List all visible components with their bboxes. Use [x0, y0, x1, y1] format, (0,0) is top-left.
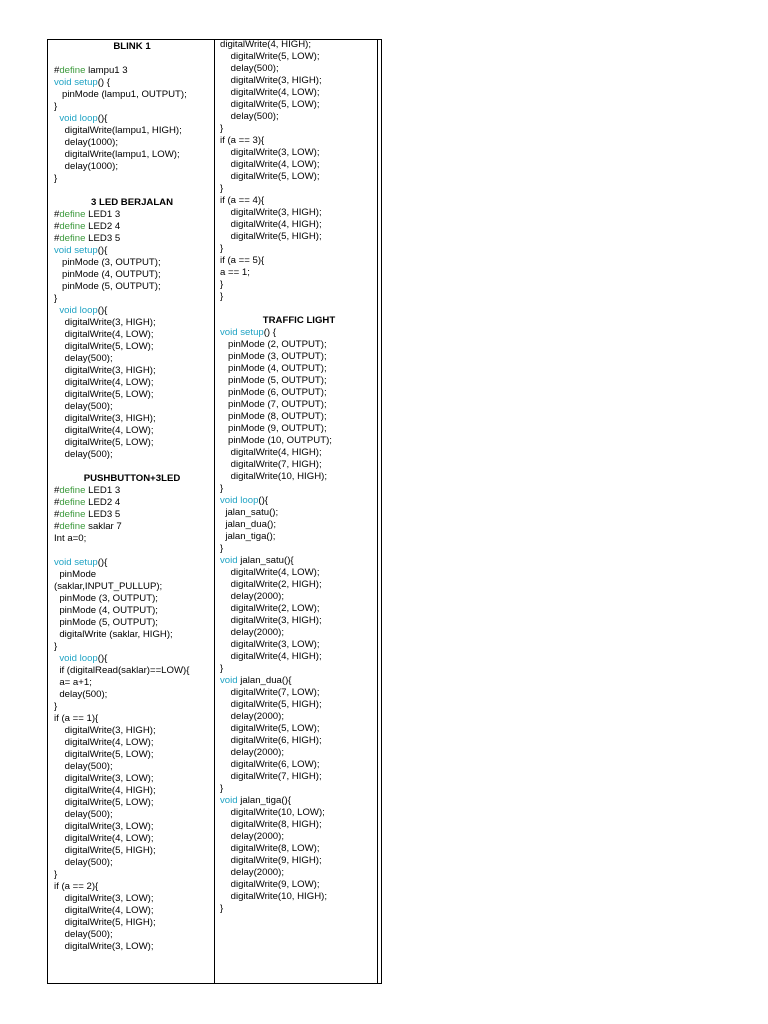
code-line: delay(1000);: [54, 137, 118, 148]
code-line: delay(2000);: [220, 591, 284, 602]
code-line: pinMode (7, OUTPUT);: [220, 399, 327, 410]
code-line: digitalWrite(5, HIGH);: [54, 917, 156, 928]
code-line: }: [220, 783, 224, 794]
code-line: digitalWrite(9, LOW);: [220, 879, 320, 890]
code-line: if (a == 4){: [220, 195, 265, 206]
code-line: pinMode (6, OUTPUT);: [220, 387, 327, 398]
code-line: digitalWrite(3, HIGH);: [220, 75, 322, 86]
code-line: pinMode (4, OUTPUT);: [54, 269, 161, 280]
code-line: delay(500);: [54, 761, 113, 772]
code-line: delay(500);: [54, 857, 113, 868]
code-line: digitalWrite(4, LOW);: [220, 159, 320, 170]
code-line: void setup(){: [54, 557, 108, 568]
code-line: [54, 545, 210, 557]
code-line: delay(500);: [54, 353, 113, 364]
code-line: delay(2000);: [220, 747, 284, 758]
code-line: digitalWrite(lampu1, HIGH);: [54, 125, 182, 136]
code-line: }: [220, 243, 224, 254]
code-line: digitalWrite(5, LOW);: [220, 51, 320, 62]
code-line: digitalWrite(4, LOW);: [54, 833, 154, 844]
code-line: void loop(){: [59, 305, 108, 316]
code-line: digitalWrite(4, LOW);: [220, 87, 320, 98]
code-line: a == 1;: [220, 267, 250, 278]
code-line: }: [220, 543, 224, 554]
section-heading: PUSHBUTTON+3LED: [83, 473, 181, 484]
code-line: digitalWrite(2, LOW);: [220, 603, 320, 614]
code-line: digitalWrite(5, HIGH);: [54, 845, 156, 856]
code-line: delay(2000);: [220, 627, 284, 638]
code-line: }: [220, 183, 224, 194]
code-line: if (a == 3){: [220, 135, 265, 146]
code-line: digitalWrite(3, HIGH);: [220, 207, 322, 218]
code-line: digitalWrite(5, LOW);: [54, 797, 154, 808]
code-line: pinMode (4, OUTPUT);: [54, 605, 158, 616]
code-line: pinMode: [54, 569, 97, 580]
code-line: digitalWrite(4, LOW);: [54, 905, 154, 916]
code-line: #define LED2 4: [54, 221, 121, 232]
code-line: delay(500);: [54, 929, 113, 940]
code-line: delay(500);: [220, 63, 279, 74]
code-line: digitalWrite(5, LOW);: [54, 341, 154, 352]
code-line: #define LED3 5: [54, 233, 121, 244]
code-line: void jalan_tiga(){: [220, 795, 291, 806]
code-line: void loop(){: [59, 653, 108, 664]
code-line: digitalWrite(3, LOW);: [54, 893, 154, 904]
code-line: digitalWrite(5, HIGH);: [220, 231, 322, 242]
code-line: delay(500);: [54, 809, 113, 820]
code-line: }: [220, 279, 224, 290]
code-line: digitalWrite(5, LOW);: [220, 723, 320, 734]
code-line: digitalWrite(7, HIGH);: [220, 771, 322, 782]
code-line: if (a == 2){: [54, 881, 99, 892]
code-line: digitalWrite(6, LOW);: [220, 759, 320, 770]
code-line: void jalan_dua(){: [220, 675, 292, 686]
code-line: pinMode (3, OUTPUT);: [54, 257, 161, 268]
code-line: delay(2000);: [220, 831, 284, 842]
code-line: }: [54, 701, 58, 712]
code-line: digitalWrite(7, HIGH);: [220, 459, 322, 470]
code-line: digitalWrite(10, HIGH);: [220, 891, 327, 902]
code-line: digitalWrite(4, LOW);: [54, 329, 154, 340]
code-line: digitalWrite(10, HIGH);: [220, 471, 327, 482]
code-line: digitalWrite(3, LOW);: [220, 639, 320, 650]
code-line: digitalWrite(4, HIGH);: [220, 39, 311, 50]
code-line: digitalWrite(4, HIGH);: [220, 219, 322, 230]
code-line: digitalWrite(3, LOW);: [54, 821, 154, 832]
code-line: }: [220, 663, 224, 674]
code-line: pinMode (10, OUTPUT);: [220, 435, 332, 446]
code-line: }: [54, 173, 58, 184]
code-line: #define LED2 4: [54, 497, 121, 508]
code-line: }: [54, 869, 58, 880]
code-line: digitalWrite(6, HIGH);: [220, 735, 322, 746]
code-line: #define LED1 3: [54, 485, 121, 496]
code-line: digitalWrite(7, LOW);: [220, 687, 320, 698]
code-line: pinMode (8, OUTPUT);: [220, 411, 327, 422]
code-line: digitalWrite(4, LOW);: [54, 425, 154, 436]
code-line: digitalWrite(9, HIGH);: [220, 855, 322, 866]
code-table: [47, 39, 382, 984]
code-line: digitalWrite(3, LOW);: [54, 941, 154, 952]
code-line: pinMode (5, OUTPUT);: [220, 375, 327, 386]
code-line: a= a+1;: [54, 677, 92, 688]
code-line: [54, 461, 210, 473]
code-line: if (digitalRead(saklar)==LOW){: [54, 665, 190, 676]
code-line: if (a == 5){: [220, 255, 265, 266]
code-line: digitalWrite(4, HIGH);: [220, 447, 322, 458]
code-line: if (a == 1){: [54, 713, 99, 724]
code-line: digitalWrite(3, HIGH);: [54, 317, 156, 328]
code-line: digitalWrite(3, HIGH);: [54, 725, 156, 736]
code-line: [220, 303, 378, 315]
code-line: delay(2000);: [220, 867, 284, 878]
code-line: digitalWrite(3, HIGH);: [54, 365, 156, 376]
code-line: [54, 185, 210, 197]
code-line: pinMode (3, OUTPUT);: [54, 593, 158, 604]
column-divider: [214, 40, 215, 983]
code-line: #define LED1 3: [54, 209, 121, 220]
code-line: digitalWrite(5, HIGH);: [220, 699, 322, 710]
code-line: digitalWrite(4, HIGH);: [54, 785, 156, 796]
code-line: digitalWrite(4, LOW);: [220, 567, 320, 578]
code-line: pinMode (3, OUTPUT);: [220, 351, 327, 362]
code-line: pinMode (2, OUTPUT);: [220, 339, 327, 350]
code-line: pinMode (5, OUTPUT);: [54, 617, 158, 628]
code-line: void setup(){: [54, 245, 108, 256]
code-line: digitalWrite(3, LOW);: [54, 773, 154, 784]
code-line: void setup() {: [54, 77, 110, 88]
code-line: }: [220, 903, 224, 914]
code-line: digitalWrite(4, LOW);: [54, 737, 154, 748]
code-line: digitalWrite(5, LOW);: [54, 749, 154, 760]
section-heading: TRAFFIC LIGHT: [262, 315, 336, 326]
code-line: }: [54, 101, 58, 112]
code-line: pinMode (9, OUTPUT);: [220, 423, 327, 434]
code-line: jalan_dua();: [220, 519, 276, 530]
code-line: digitalWrite(3, HIGH);: [220, 615, 322, 626]
code-line: void setup() {: [220, 327, 276, 338]
code-line: digitalWrite(2, HIGH);: [220, 579, 322, 590]
code-line: digitalWrite(4, LOW);: [54, 377, 154, 388]
code-line: delay(500);: [220, 111, 279, 122]
section-heading: 3 LED BERJALAN: [90, 197, 174, 208]
code-line: pinMode (4, OUTPUT);: [220, 363, 327, 374]
code-line: (saklar,INPUT_PULLUP);: [54, 581, 163, 592]
code-line: void jalan_satu(){: [220, 555, 294, 566]
section-heading: BLINK 1: [113, 41, 151, 52]
code-line: pinMode (lampu1, OUTPUT);: [54, 89, 187, 100]
code-line: delay(500);: [54, 449, 113, 460]
code-line: digitalWrite(3, HIGH);: [54, 413, 156, 424]
code-line: [54, 53, 210, 65]
code-line: digitalWrite(lampu1, LOW);: [54, 149, 180, 160]
code-line: }: [54, 641, 58, 652]
code-line: delay(500);: [54, 401, 113, 412]
code-line: digitalWrite(3, LOW);: [220, 147, 320, 158]
code-line: void loop(){: [220, 495, 268, 506]
code-line: delay(2000);: [220, 711, 284, 722]
code-line: digitalWrite(8, LOW);: [220, 843, 320, 854]
code-line: Int a=0;: [54, 533, 87, 544]
code-line: digitalWrite(10, LOW);: [220, 807, 325, 818]
code-line: digitalWrite(5, LOW);: [220, 99, 320, 110]
code-line: #define LED3 5: [54, 509, 121, 520]
code-line: digitalWrite(8, HIGH);: [220, 819, 322, 830]
code-line: delay(500);: [54, 689, 108, 700]
code-line: delay(1000);: [54, 161, 118, 172]
code-line: jalan_satu();: [220, 507, 279, 518]
code-line: digitalWrite(5, LOW);: [54, 437, 154, 448]
code-line: digitalWrite (saklar, HIGH);: [54, 629, 173, 640]
code-line: }: [54, 293, 58, 304]
code-line: }: [220, 483, 224, 494]
code-line: #define lampu1 3: [54, 65, 128, 76]
right-code-column: [220, 39, 378, 915]
code-line: pinMode (5, OUTPUT);: [54, 281, 161, 292]
code-line: digitalWrite(5, LOW);: [220, 171, 320, 182]
code-line: #define saklar 7: [54, 521, 122, 532]
code-line: jalan_tiga();: [220, 531, 276, 542]
code-line: }: [220, 291, 224, 302]
code-line: void loop(){: [59, 113, 108, 124]
left-code-column: [54, 41, 210, 953]
code-line: digitalWrite(4, HIGH);: [220, 651, 322, 662]
code-line: digitalWrite(5, LOW);: [54, 389, 154, 400]
code-line: }: [220, 123, 224, 134]
